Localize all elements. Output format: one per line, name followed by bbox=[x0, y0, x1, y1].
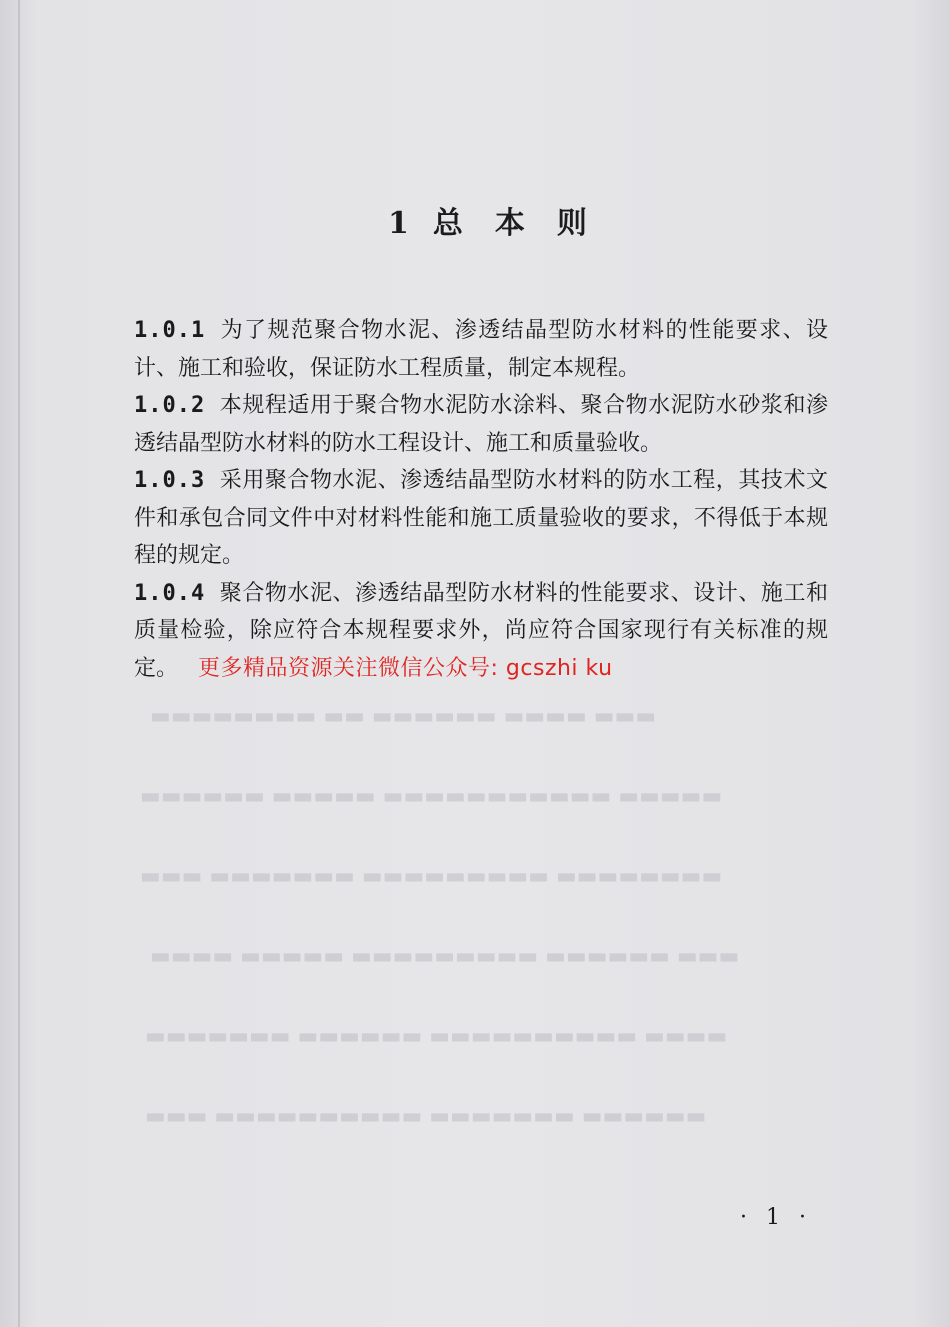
chapter-title-char: 总 bbox=[432, 206, 469, 241]
clause-number: 1.0.2 bbox=[134, 393, 206, 418]
clause-1-0-2 bbox=[134, 387, 828, 462]
clause-text: 为了规范聚合物水泥、渗透结晶型防水材料的性能要求、设计、施工和验收，保证防水工程质量，制定本规程。 bbox=[134, 318, 828, 381]
clause-number: 1.0.4 bbox=[134, 580, 206, 606]
show-through-text: ▬▬▬ ▬▬▬▬▬▬ ▬▬▬▬▬▬▬▬▬ ▬▬▬▬▬ ▬▬▬▬ bbox=[150, 944, 740, 969]
show-through-text: ▬▬▬▬ ▬▬▬▬▬▬▬▬▬▬ ▬▬▬▬▬▬ ▬▬▬▬▬▬▬ bbox=[145, 1024, 728, 1049]
binding-edge bbox=[18, 0, 20, 1327]
clause-number: 1.0.1 bbox=[134, 318, 206, 343]
clause-text: 采用聚合物水泥、渗透结晶型防水材料的防水工程，其技术文件和承包合同文件中对材料性能和施工质量验收的要求，不得低于本规程的规定。 bbox=[134, 468, 828, 568]
clause-text: 本规程适用于聚合物水泥防水涂料、聚合物水泥防水砂浆和渗透结晶型防水材料的防水工程设计、施工和质量验收。 bbox=[134, 393, 828, 456]
clause-text: 聚合物水泥、渗透结晶型防水材料的性能要求、设计、施工和质量检验，除应符合本规程要求外，尚应符合国家现行有关标准的规定。 bbox=[134, 580, 828, 681]
show-through-text: ▬▬▬ ▬▬▬▬ ▬▬▬▬▬▬ ▬▬ ▬▬▬▬▬▬▬▬ bbox=[150, 704, 657, 729]
page-number: · 1 · bbox=[740, 1205, 812, 1230]
show-through-text: ▬▬▬▬▬ ▬▬▬▬▬▬▬▬▬▬▬ ▬▬▬▬▬ ▬▬▬▬▬▬ bbox=[140, 784, 723, 809]
promo-watermark: 更多精品资源关注微信公众号: gcszhi ku bbox=[198, 655, 613, 681]
chapter-title-char: 则 bbox=[556, 206, 593, 241]
clause-1-0-3 bbox=[134, 462, 828, 575]
chapter-title-char: 本 bbox=[494, 206, 531, 241]
chapter-title bbox=[388, 198, 593, 242]
clause-1-0-1 bbox=[134, 312, 828, 387]
show-through-text: ▬▬▬▬▬▬ ▬▬▬▬▬▬▬ ▬▬▬▬▬▬▬▬▬▬ ▬▬▬ bbox=[145, 1104, 707, 1129]
clause-number: 1.0.3 bbox=[134, 468, 206, 493]
chapter-number: 1 bbox=[388, 206, 415, 241]
clause-1-0-4 bbox=[134, 575, 828, 688]
show-through-text: ▬▬▬▬▬▬▬▬ ▬▬▬▬▬▬▬▬▬ ▬▬▬▬▬▬▬ ▬▬▬ bbox=[140, 864, 723, 889]
chapter-body bbox=[134, 312, 828, 687]
